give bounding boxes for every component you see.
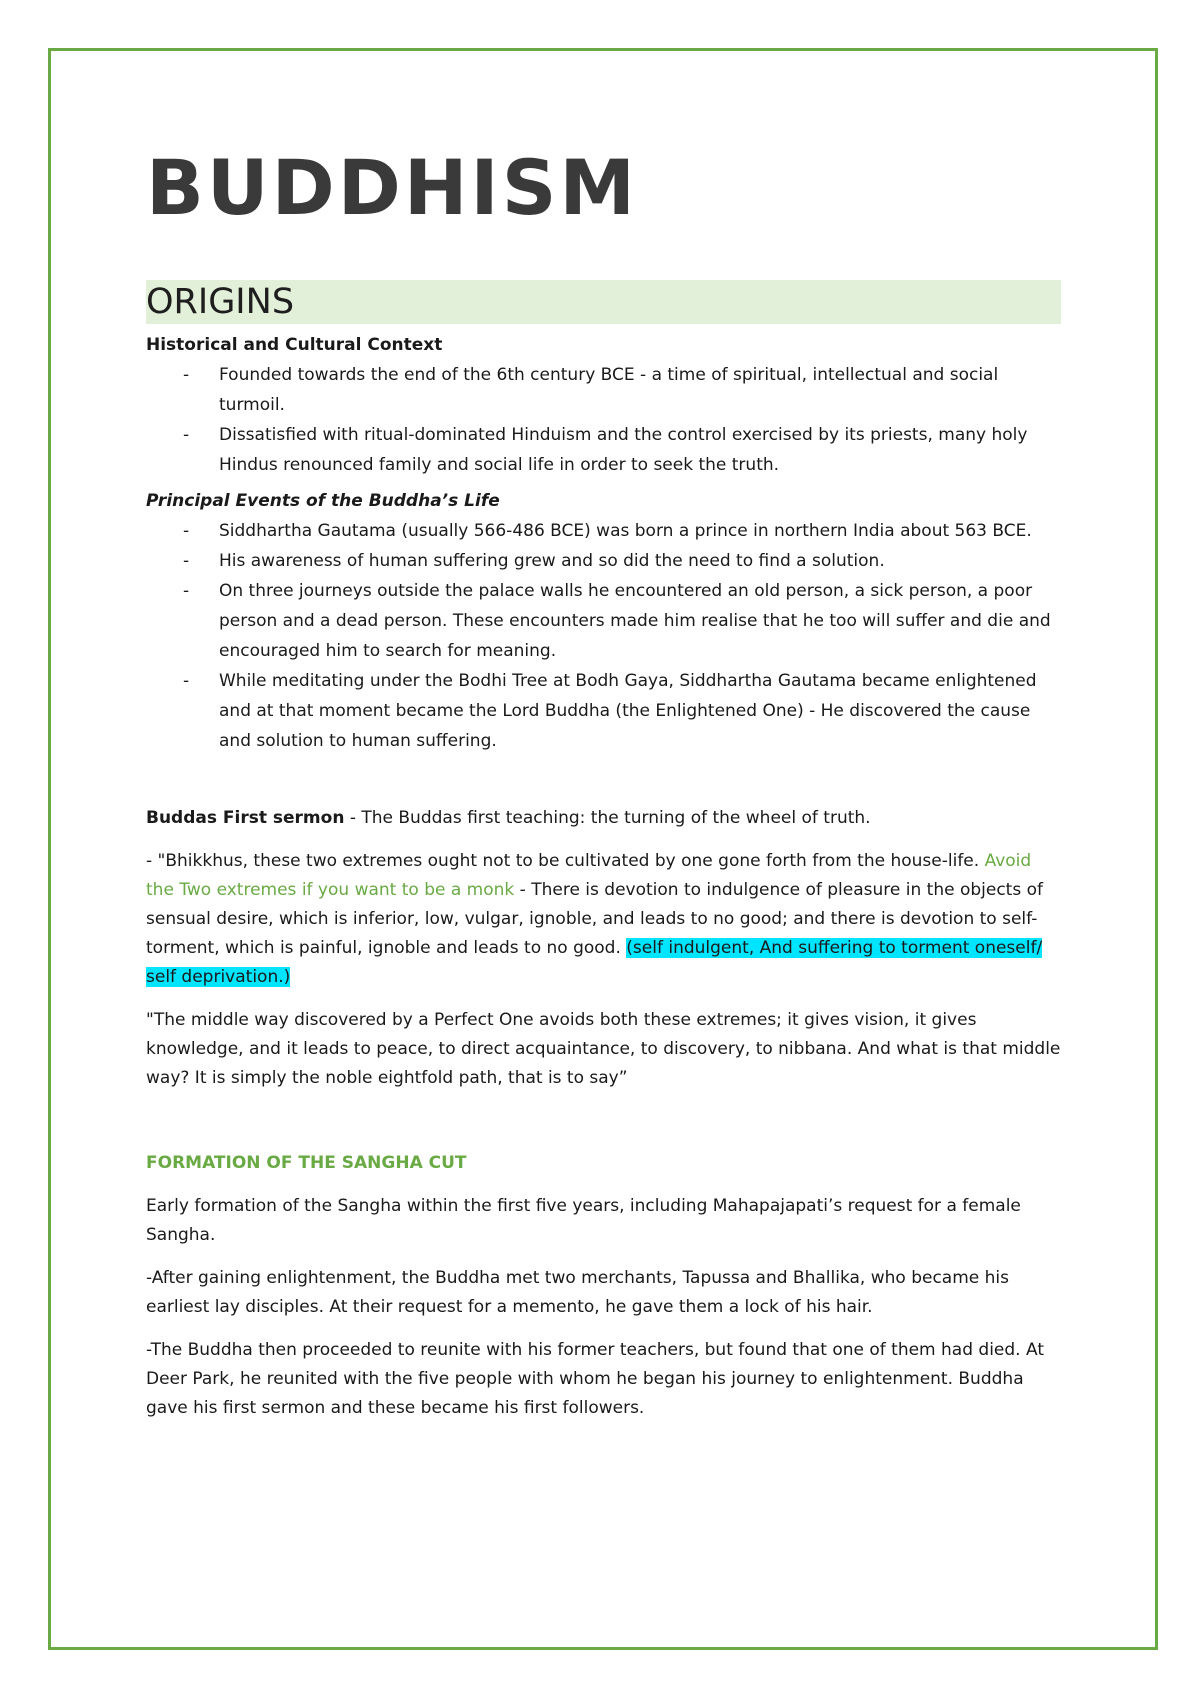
sermon-green-note: Avoid the Two extremes if you want to be a monk (146, 851, 1032, 900)
document-title: BUDDHISM (146, 143, 639, 232)
historical-context-list (146, 360, 1061, 480)
list-item: - While meditating under the Bodhi Tree at Bodh Gaya, Siddhartha Gautama became enlightened and at that moment became the Lord Buddha (the Enlightened One) - He discovered the cause and solution to human suffering. (146, 666, 1061, 756)
sermon-highlight-note: (self indulgent, And suffering to torment oneself/ self deprivation.) (146, 938, 1043, 987)
list-item: - On three journeys outside the palace walls he encountered an old person, a sick person, a poor person and a dead person. These encounters made him realise that he too will suffer and die and encouraged him to search for meaning. (146, 576, 1061, 666)
sangha-paragraph: Early formation of the Sangha within the first five years, including Mahapajapati’s request for a female Sangha. (146, 1196, 1021, 1245)
sermon-quote-start: - "Bhikkhus, these two extremes ought not to be cultivated by one gone forth from the house-life. (146, 851, 985, 871)
sermon-label: Buddas First sermon (146, 808, 345, 828)
section-heading-origins: ORIGINS (146, 280, 1061, 324)
sangha-paragraph: -The Buddha then proceeded to reunite with his former teachers, but found that one of them had died. At Deer Park, he reunited with the five people with whom he began his journey to enlightenment. Buddha gave his first sermon and these became his first followers. (146, 1340, 1044, 1418)
list-item: - Siddhartha Gautama (usually 566-486 BCE) was born a prince in northern India about 563 BCE. (146, 516, 1061, 546)
sermon-quote-paragraph (146, 847, 1061, 992)
document-body (146, 143, 1061, 1423)
subheading-principal-events: Principal Events of the Buddha’s Life (146, 491, 500, 511)
sangha-heading: FORMATION OF THE SANGHA CUT (146, 1153, 467, 1173)
list-item: - His awareness of human suffering grew and so did the need to find a solution. (146, 546, 1061, 576)
sermon-intro-paragraph (146, 804, 1061, 833)
list-item: - Dissatisfied with ritual-dominated Hinduism and the control exercised by its priests, many holy Hindus renounced family and social life in order to seek the truth. (146, 420, 1061, 480)
list-item: - Founded towards the end of the 6th century BCE - a time of spiritual, intellectual and social turmoil. (146, 360, 1061, 420)
sermon-quote-rest: - There is devotion to indulgence of pleasure in the objects of sensual desire, which is inferior, low, vulgar, ignoble, and leads to no good; and there is devotion to self-torment, which is painful, ignoble and leads to no good. (146, 880, 1043, 958)
sangha-paragraph: -After gaining enlightenment, the Buddha met two merchants, Tapussa and Bhallika, who became his earliest lay disciples. At their request for a memento, he gave them a lock of his hair. (146, 1268, 1009, 1317)
sermon-intro-text: - The Buddas first teaching: the turning of the wheel of truth. (344, 808, 871, 828)
subheading-historical-context: Historical and Cultural Context (146, 335, 443, 355)
principal-events-list (146, 516, 1061, 756)
middle-way-paragraph: "The middle way discovered by a Perfect One avoids both these extremes; it gives vision, it gives knowledge, and it leads to peace, to direct acquaintance, to discovery, to nibbana. And what is that middle way? It is simply the noble eightfold path, that is to say” (146, 1010, 1061, 1088)
